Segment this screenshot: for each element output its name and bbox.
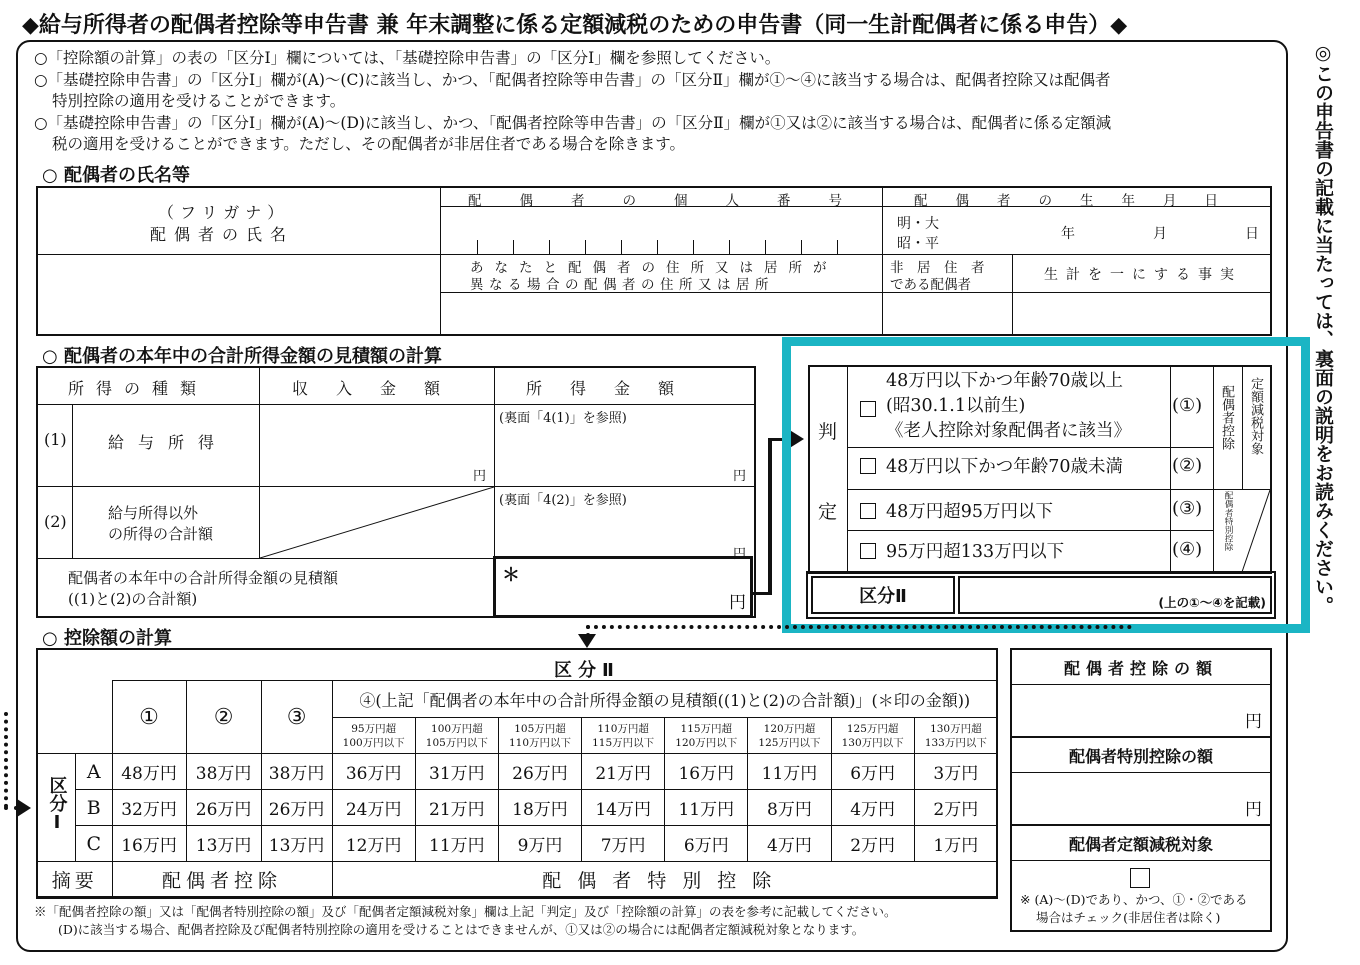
footnote-2: (D)に該当する場合、配偶者控除及び配偶者特別控除の適用を受けることはできませんが、①又は②の場合には配偶者定額減税対象となります。 <box>58 922 865 937</box>
my-number-label: 配偶者の個人番号 <box>468 193 880 209</box>
address-label-2: 異なる場合の配偶者の住所又は居所 <box>470 277 774 293</box>
total-label-2: ((1)と(2)の合計額) <box>68 590 198 608</box>
row-key: C <box>76 826 113 862</box>
intro-line-5: 税の適用を受けることができます。ただし、その配偶者が非居住者である場合を除きます。 <box>52 135 686 153</box>
range-5: 115万円超 120万円以下 <box>665 718 748 754</box>
intro-line-3: 特別控除の適用を受けることができます。 <box>52 92 346 110</box>
section3-heading: ○ 控除額の計算 <box>42 628 172 649</box>
special-input[interactable] <box>1012 773 1270 824</box>
v-teigaku-label: 定額減税対象 <box>1248 377 1263 455</box>
kubun2-box <box>806 571 1276 619</box>
special-label: 配偶者特別控除の額 <box>1012 738 1270 773</box>
deduction-grid <box>36 680 998 899</box>
kubun2-note: (上の①～④を記載) <box>1158 595 1266 610</box>
title-diamond-left: ◆ <box>22 13 39 38</box>
yen-unit: 円 <box>1245 800 1262 820</box>
summary-special: 配偶者特別控除 <box>332 862 997 898</box>
range-7: 125万円超 130万円以下 <box>831 718 914 754</box>
option-4[interactable] <box>860 538 1170 568</box>
judgement-label-2: 定 <box>818 501 838 523</box>
option-3-number: (③) <box>1172 498 1203 519</box>
row2-label-1: 給与所得以外 <box>108 504 199 522</box>
total-amount-input[interactable] <box>493 556 753 618</box>
nonresident-label-1: 非 居 住 者 <box>890 260 985 276</box>
dotted-connector <box>4 712 8 808</box>
range-2: 100万円超 105万円以下 <box>415 718 498 754</box>
address-input[interactable] <box>441 293 882 334</box>
table-cell: 11万円 <box>415 826 498 862</box>
intro-line-4: ○「基礎控除申告書」の「区分Ⅰ」欄が(A)～(D)に該当し、かつ、「配偶者控除等申告書」の「区分Ⅱ」欄が①又は②に該当する場合は、配偶者に係る定額減 <box>34 113 1112 132</box>
arrow-down-icon <box>578 634 596 648</box>
year-label: 年 <box>1061 226 1075 242</box>
v-spouse-label: 配偶者控除 <box>1219 385 1234 450</box>
table-cell: 1万円 <box>914 826 997 862</box>
option-1-line-3: 《老人控除対象配偶者に該当》 <box>886 421 1131 441</box>
col-amount: 所得金額 <box>526 379 703 398</box>
option-4-label: 95万円超133万円以下 <box>886 542 1065 562</box>
table-cell: 11万円 <box>665 790 748 826</box>
dotted-connector <box>4 806 18 810</box>
deduction-input[interactable] <box>1012 685 1270 736</box>
checkbox-icon[interactable] <box>860 503 876 519</box>
option-2[interactable] <box>860 453 1170 483</box>
table-cell: 4万円 <box>748 826 831 862</box>
table-cell: 48万円 <box>112 754 186 790</box>
address-label-1: あなたと配偶者の住所又は居所が <box>470 260 838 276</box>
summary-row <box>37 862 998 898</box>
deduction-amount-box <box>1010 648 1272 738</box>
table-cell: 13万円 <box>261 826 332 862</box>
my-number-input[interactable] <box>441 207 882 254</box>
col-2: ② <box>186 681 261 754</box>
special-amount-box <box>1010 736 1272 826</box>
table-cell: 26万円 <box>498 754 581 790</box>
table-cell: 16万円 <box>112 826 186 862</box>
range-1: 95万円超 100万円以下 <box>332 718 415 754</box>
row-key: B <box>76 790 113 826</box>
table-cell: 6万円 <box>831 754 914 790</box>
yen-unit: 円 <box>1245 712 1262 732</box>
table-cell: 11万円 <box>748 754 831 790</box>
check-note-1: ※ (A)～(D)であり、かつ、①・②である <box>1020 892 1248 907</box>
total-label-1: 配偶者の本年中の合計所得金額の見積額 <box>68 569 339 587</box>
kubun2-input[interactable] <box>958 576 1272 614</box>
summary-label: 摘要 <box>37 862 112 898</box>
nonresident-input[interactable] <box>883 293 1011 334</box>
furigana-label: （フリガナ） <box>158 203 290 222</box>
table-cell: 3万円 <box>914 754 997 790</box>
option-3[interactable] <box>860 498 1170 528</box>
option-3-label: 48万円超95万円以下 <box>886 502 1054 522</box>
row1-ref: (裏面「4(1)」を参照) <box>499 411 627 426</box>
teigaku-box <box>1010 824 1272 932</box>
table-cell: 38万円 <box>261 754 332 790</box>
era-2: 昭・平 <box>897 236 939 252</box>
arrow-right-icon <box>17 799 31 817</box>
table-cell: 2万円 <box>831 826 914 862</box>
day-label: 日 <box>1245 226 1259 242</box>
teigaku-checkbox[interactable] <box>1130 868 1150 888</box>
row1-label: 給与所得 <box>108 433 229 452</box>
col-type: 所得の種類 <box>68 379 209 398</box>
range-8: 130万円超 133万円以下 <box>914 718 997 754</box>
row1-income-input[interactable] <box>260 405 494 486</box>
asterisk-mark: ＊ <box>502 565 520 586</box>
option-2-number: (②) <box>1172 455 1203 476</box>
option-1-number: (①) <box>1172 395 1203 416</box>
row2-no: (2) <box>44 512 67 531</box>
month-label: 月 <box>1153 226 1167 242</box>
table-cell: 12万円 <box>332 826 415 862</box>
table-cell: 32万円 <box>112 790 186 826</box>
connector-line <box>768 438 772 595</box>
checkbox-icon[interactable] <box>860 543 876 559</box>
intro-line-2: ○「基礎控除申告書」の「区分Ⅰ」欄が(A)～(C)に該当し、かつ、「配偶者控除等申告書」の「区分Ⅱ」欄が①～④に該当する場合は、配偶者控除又は配偶者 <box>34 70 1111 89</box>
birth-input[interactable] <box>883 207 1270 254</box>
form-title <box>22 8 1312 39</box>
range-6: 120万円超 125万円以下 <box>748 718 831 754</box>
option-1-line-2: (昭30.1.1以前生) <box>886 396 1026 416</box>
spouse-name-label: 配偶者の氏名 <box>150 225 295 244</box>
judgement-table <box>808 365 1272 574</box>
row-key: A <box>76 754 113 790</box>
kubun2-header: 区分Ⅱ <box>554 660 620 681</box>
table-cell: 26万円 <box>186 790 261 826</box>
table-cell: 24万円 <box>332 790 415 826</box>
option-2-label: 48万円以下かつ年齢70歳未満 <box>886 457 1124 477</box>
table-cell: 21万円 <box>415 790 498 826</box>
row2-ref: (裏面「4(2)」を参照) <box>499 493 627 508</box>
dotted-connector <box>586 625 1132 629</box>
nonresident-label-2: である配偶者 <box>890 277 971 293</box>
kubun2-label: 区分Ⅱ <box>811 576 955 614</box>
col-4-header: ④(上記「配偶者の本年中の合計所得金額の見積額((1)と(2)の合計額)」(＊印の金額)) <box>332 681 997 718</box>
table-cell: 38万円 <box>186 754 261 790</box>
table-cell: 21万円 <box>582 754 665 790</box>
teigaku-label: 配偶者定額減税対象 <box>1012 826 1270 861</box>
option-1[interactable] <box>860 369 1170 447</box>
era-1: 明・大 <box>897 216 939 232</box>
row2-label-2: の所得の合計額 <box>108 525 214 543</box>
yen-unit: 円 <box>732 469 746 484</box>
table-row <box>37 754 998 790</box>
row2-amount-input[interactable] <box>495 487 754 562</box>
spouse-name-input[interactable] <box>38 255 439 333</box>
yen-unit: 円 <box>472 469 486 484</box>
section1-heading: ○ 配偶者の氏名等 <box>42 165 190 186</box>
footnote-1: ※「配偶者控除の額」又は「配偶者特別控除の額」及び「配偶者定額減税対象」欄は上記「判定」及び「控除額の計算」の表を参考に記載してください。 <box>34 904 897 919</box>
table-cell: 18万円 <box>498 790 581 826</box>
yen-unit: 円 <box>729 593 746 613</box>
title-diamond-right: ◆ <box>1110 13 1128 38</box>
table-cell: 31万円 <box>415 754 498 790</box>
check-note-2: 場合はチェック(非居住者は除く) <box>1036 910 1221 925</box>
section2-heading: ○ 配偶者の本年中の合計所得金額の見積額の計算 <box>42 346 442 367</box>
col-3: ③ <box>261 681 332 754</box>
table-cell: 6万円 <box>665 826 748 862</box>
livelihood-label: 生計を一にする事実 <box>1044 267 1242 283</box>
table-cell: 8万円 <box>748 790 831 826</box>
livelihood-input[interactable] <box>1013 293 1270 334</box>
spouse-info-table <box>36 186 1272 336</box>
checkbox-icon[interactable] <box>860 398 886 423</box>
summary-spouse: 配偶者控除 <box>112 862 332 898</box>
range-3: 105万円超 110万円以下 <box>498 718 581 754</box>
option-4-number: (④) <box>1172 539 1203 560</box>
row1-amount-input[interactable] <box>495 405 754 486</box>
table-cell: 26万円 <box>261 790 332 826</box>
table-cell: 16万円 <box>665 754 748 790</box>
table-row <box>37 790 998 826</box>
table-cell: 9万円 <box>498 826 581 862</box>
v-special-label: 配偶者特別控除 <box>1223 491 1233 552</box>
range-4: 110万円超 115万円以下 <box>582 718 665 754</box>
checkbox-icon[interactable] <box>860 458 876 474</box>
deduction-label: 配偶者控除の額 <box>1012 650 1270 685</box>
kubun1-label: 区分Ⅰ <box>37 754 76 862</box>
intro-notes <box>34 48 1284 156</box>
table-cell: 4万円 <box>831 790 914 826</box>
yen-unit: 円 <box>732 547 746 562</box>
table-row <box>37 826 998 862</box>
col-1: ① <box>112 681 186 754</box>
table-cell: 36万円 <box>332 754 415 790</box>
judgement-label-1: 判 <box>818 421 838 443</box>
option-1-line-1: 48万円以下かつ年齢70歳以上 <box>886 371 1124 391</box>
intro-line-1: ○「控除額の計算」の表の「区分Ⅰ」欄については、「基礎控除申告書」の「区分Ⅰ」欄を参照してください。 <box>34 49 781 67</box>
table-cell: 13万円 <box>186 826 261 862</box>
col-income: 収入金額 <box>292 379 469 398</box>
table-cell: 2万円 <box>914 790 997 826</box>
table-cell: 14万円 <box>582 790 665 826</box>
birth-label: 配偶者の生年月日 <box>914 193 1246 209</box>
title-text: 給与所得者の配偶者控除等申告書 兼 年末調整に係る定額減税のための申告書（同一生計配偶者に係る申告） <box>38 13 1111 38</box>
table-cell: 7万円 <box>582 826 665 862</box>
side-note: ◎この申告書の記載に当たっては、裏面の説明をお読みください。 <box>1312 42 1334 615</box>
row1-no: (1) <box>44 430 67 449</box>
